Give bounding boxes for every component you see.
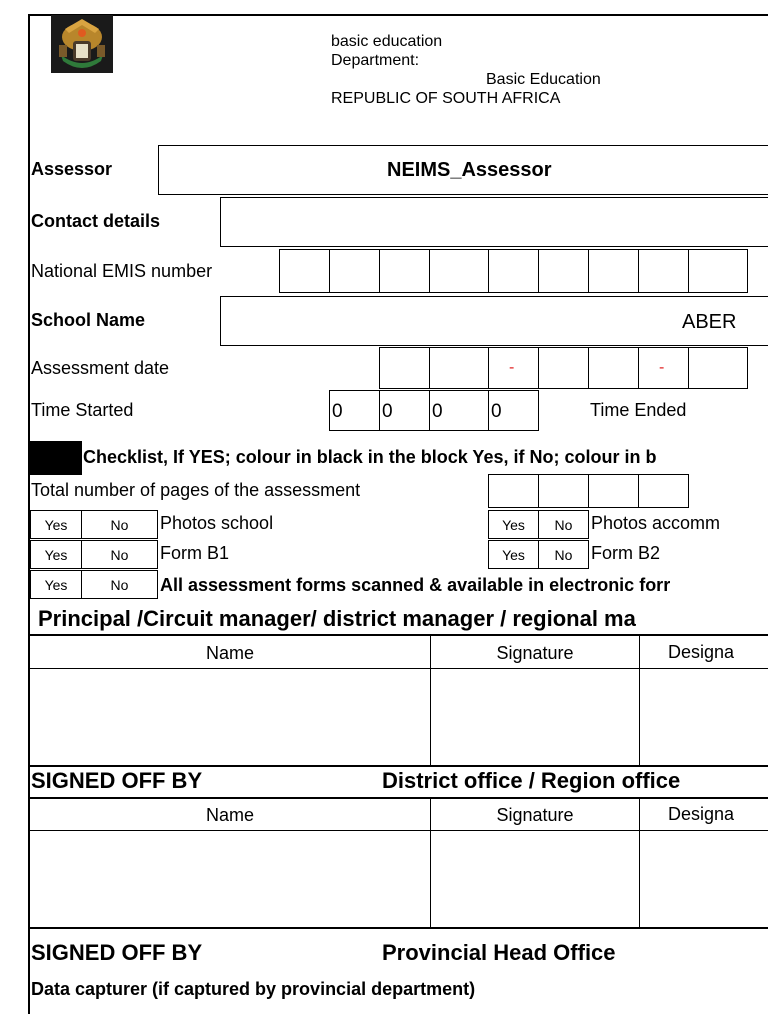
time-digit-box[interactable] xyxy=(379,390,430,431)
school-name-value: ABER xyxy=(682,311,737,333)
date-digit-box[interactable] xyxy=(688,347,748,389)
date-separator-box xyxy=(488,347,539,389)
date-digit-box[interactable] xyxy=(538,347,589,389)
district-name-header: Name xyxy=(205,805,254,825)
pages-digit-box[interactable] xyxy=(538,474,589,508)
table-rule xyxy=(30,634,768,636)
date-separator: - xyxy=(509,359,515,376)
contact-field[interactable] xyxy=(220,197,768,247)
time-ended-label: Time Ended xyxy=(590,400,687,420)
photos-school-label: Photos school xyxy=(160,513,274,533)
time-digit: 0 xyxy=(332,401,343,422)
assessor-label: Assessor xyxy=(31,159,113,179)
date-digit-box[interactable] xyxy=(429,347,489,389)
no-checkbox[interactable]: No xyxy=(538,510,589,539)
emis-digit-box[interactable] xyxy=(538,249,589,293)
emis-digit-box[interactable] xyxy=(429,249,489,293)
total-pages-label: Total number of pages of the assessment xyxy=(31,480,361,500)
table-rule xyxy=(30,797,768,799)
time-digit-box[interactable] xyxy=(429,390,489,431)
contact-label: Contact details xyxy=(31,211,161,231)
emis-digit-box[interactable] xyxy=(488,249,539,293)
emis-digit-box[interactable] xyxy=(279,249,330,293)
signed-off-by-label: SIGNED OFF BY xyxy=(31,940,203,965)
checklist-black-block xyxy=(30,441,82,475)
no-checkbox[interactable]: No xyxy=(81,510,158,539)
district-signature-cell[interactable] xyxy=(431,831,639,927)
time-digit: 0 xyxy=(432,401,443,422)
assessor-value: NEIMS_Assessor xyxy=(387,159,552,181)
principal-signature-cell[interactable] xyxy=(431,669,639,765)
header-basic-education: basic education xyxy=(331,33,443,50)
all-forms-scanned-label: All assessment forms scanned & available in electronic forr xyxy=(160,575,671,595)
emis-label: National EMIS number xyxy=(31,261,213,281)
district-designation-header: Designa xyxy=(668,804,735,824)
principal-name-cell[interactable] xyxy=(30,669,430,765)
principal-designation-cell[interactable] xyxy=(640,669,768,765)
principal-signature-header: Signature xyxy=(496,643,574,663)
date-separator-box xyxy=(638,347,689,389)
no-checkbox[interactable]: No xyxy=(81,540,158,569)
pages-digit-box[interactable] xyxy=(588,474,639,508)
header-basic-education-2: Basic Education xyxy=(486,71,601,88)
pages-digit-box[interactable] xyxy=(638,474,689,508)
time-digit: 0 xyxy=(491,401,502,422)
date-digit-box[interactable] xyxy=(379,347,430,389)
district-signature-header: Signature xyxy=(496,805,574,825)
date-digit-box[interactable] xyxy=(588,347,639,389)
school-name-label: School Name xyxy=(31,310,146,330)
district-designation-cell[interactable] xyxy=(640,831,768,927)
pages-digit-box[interactable] xyxy=(488,474,539,508)
photos-accommodation-label: Photos accomm xyxy=(591,513,721,533)
header-republic: REPUBLIC OF SOUTH AFRICA xyxy=(331,90,561,107)
page-top-border xyxy=(28,14,768,16)
yes-checkbox[interactable]: Yes xyxy=(30,510,82,539)
emis-digit-box[interactable] xyxy=(329,249,380,293)
coat-of-arms-logo xyxy=(51,15,113,73)
date-separator: - xyxy=(659,359,665,376)
form-b1-label: Form B1 xyxy=(160,543,230,563)
data-capturer-label: Data capturer (if captured by provincial department) xyxy=(31,979,476,999)
district-name-cell[interactable] xyxy=(30,831,430,927)
school-name-field[interactable] xyxy=(220,296,768,346)
no-checkbox[interactable]: No xyxy=(81,570,158,599)
emis-digit-box[interactable] xyxy=(688,249,748,293)
yes-checkbox[interactable]: Yes xyxy=(30,570,82,599)
emis-digit-box[interactable] xyxy=(638,249,689,293)
time-digit: 0 xyxy=(382,401,393,422)
form-b2-label: Form B2 xyxy=(591,543,661,563)
header-department: Department: xyxy=(331,52,420,69)
table-rule xyxy=(30,927,768,929)
provincial-head-office-label: Provincial Head Office xyxy=(382,940,616,965)
emis-digit-box[interactable] xyxy=(379,249,430,293)
signed-off-by-label: SIGNED OFF BY xyxy=(31,768,203,793)
no-checkbox[interactable]: No xyxy=(538,540,589,569)
yes-checkbox[interactable]: Yes xyxy=(488,540,539,569)
principal-name-header: Name xyxy=(205,643,254,663)
time-digit-box[interactable] xyxy=(488,390,539,431)
yes-checkbox[interactable]: Yes xyxy=(488,510,539,539)
district-office-label: District office / Region office xyxy=(382,768,681,793)
principal-section-title: Principal /Circuit manager/ district manager / regional ma xyxy=(38,606,636,631)
time-started-label: Time Started xyxy=(31,400,134,420)
yes-checkbox[interactable]: Yes xyxy=(30,540,82,569)
assessor-field[interactable] xyxy=(158,145,768,195)
checklist-instruction: Checklist, If YES; colour in black in the block Yes, if No; colour in b xyxy=(83,447,657,467)
table-rule xyxy=(30,765,768,767)
time-digit-box[interactable] xyxy=(329,390,380,431)
emis-digit-box[interactable] xyxy=(588,249,639,293)
assessment-date-label: Assessment date xyxy=(31,358,170,378)
principal-designation-header: Designa xyxy=(668,642,735,662)
